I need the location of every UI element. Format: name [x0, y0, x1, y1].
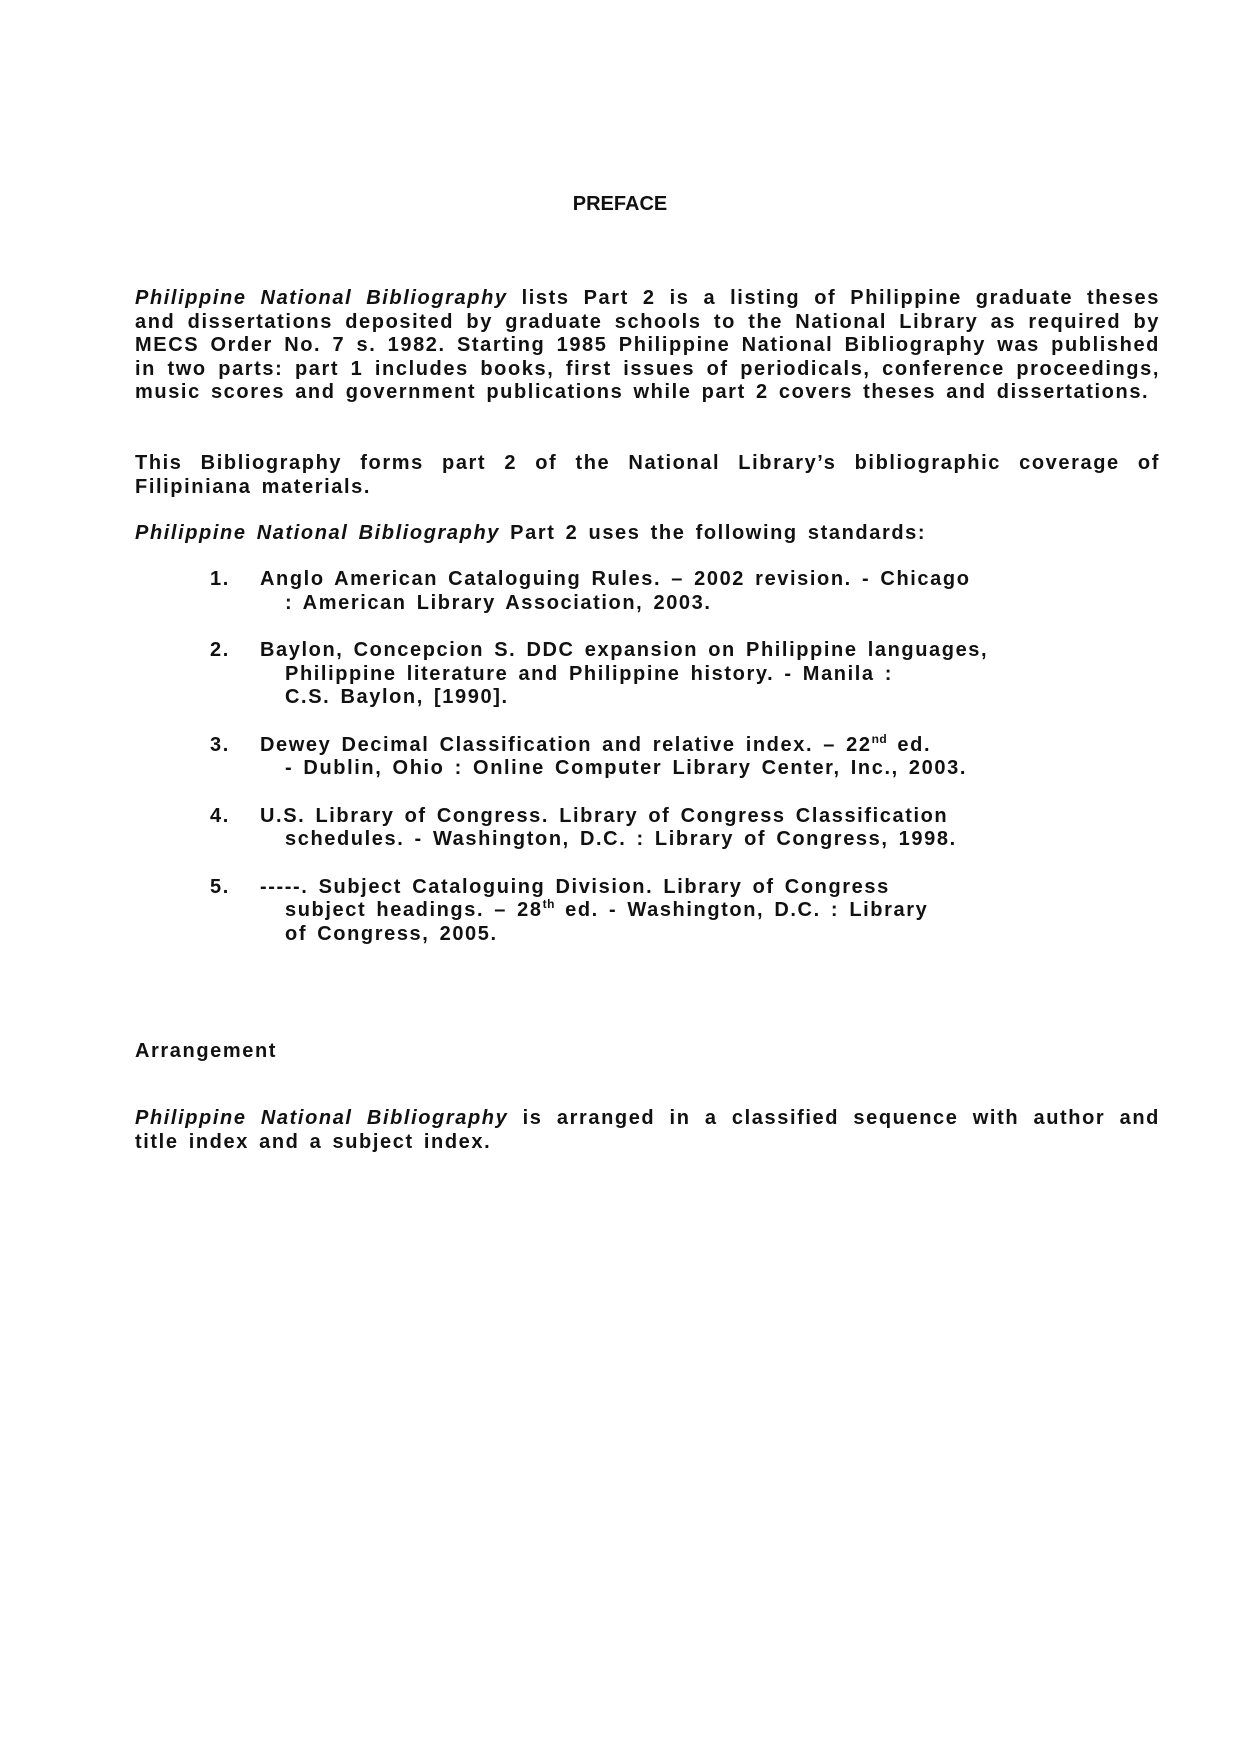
standard-item-2: [210, 639, 1090, 710]
standard-text: Dewey Decimal Classification and relative index. – 22: [260, 733, 872, 756]
standard-line: U.S. Library of Congress. Library of Congress Classification: [260, 804, 949, 827]
standard-line: Anglo American Cataloguing Rules. – 2002 revision. - Chicago: [260, 568, 971, 590]
arrangement-text: is arranged in a classified sequence with author and title index and a subject index.: [135, 1107, 1160, 1153]
standard-number: 3.: [210, 733, 230, 756]
arrangement-paragraph: [135, 1107, 1160, 1154]
intro-italic-title: Philippine National Bibliography: [135, 287, 508, 309]
standards-intro-paragraph: [135, 522, 1160, 546]
standard-line: [260, 731, 1090, 758]
page-title: PREFACE: [572, 193, 668, 215]
standard-line: Baylon, Concepcion S. DDC expansion on Philippine languages,: [260, 639, 989, 661]
coverage-paragraph: This Bibliography forms part 2 of the National Library’s bibliographic coverage of Filipiniana materials.: [135, 452, 1160, 498]
standards-list: [210, 568, 1090, 970]
standard-line: Philippine literature and Philippine history. - Manila :: [285, 662, 894, 685]
standard-line: : American Library Association, 2003.: [285, 591, 712, 614]
standard-text: ed. - Washington, D.C. : Library: [554, 899, 929, 921]
standards-intro-text: Part 2 uses the following standards:: [500, 522, 927, 544]
standard-line: C.S. Baylon, [1990].: [285, 686, 509, 708]
standard-number: 4.: [210, 804, 230, 827]
standard-text: ed.: [887, 733, 932, 756]
arrangement-italic-title: Philippine National Bibliography: [135, 1107, 509, 1129]
intro-paragraph: [135, 287, 1160, 405]
standard-line: [260, 899, 1090, 923]
standard-line: schedules. - Washington, D.C. : Library of Congress, 1998.: [285, 828, 957, 850]
ordinal-suffix: th: [542, 897, 555, 911]
standards-intro-italic-title: Philippine National Bibliography: [135, 522, 500, 544]
standard-number: 2.: [210, 639, 230, 661]
standard-line: - Dublin, Ohio : Online Computer Library Center, Inc., 2003.: [285, 757, 967, 779]
standard-number: 5.: [210, 875, 230, 898]
standard-item-3: [210, 731, 1090, 781]
standard-line: of Congress, 2005.: [285, 922, 498, 945]
intro-text: lists Part 2 is a listing of Philippine graduate theses and dissertations deposited by graduate schools to the National Library as required by MECS Order No. 7 s. 1982. Starting 1985 Philippine National Bibliography was published in two parts: part 1 includes books, first issues of periodicals, conference proceedings, music scores and government publications while part 2 covers theses and dissertations.: [135, 287, 1161, 403]
standard-text: subject headings. – 28: [285, 899, 543, 921]
standard-line: -----. Subject Cataloguing Division. Library of Congress: [260, 875, 890, 898]
standard-item-4: [210, 805, 1090, 852]
standard-item-5: [210, 876, 1090, 947]
standard-number: 1.: [210, 568, 230, 590]
arrangement-heading: Arrangement: [135, 1040, 278, 1062]
ordinal-suffix: nd: [871, 731, 888, 746]
standard-item-1: [210, 568, 1090, 615]
